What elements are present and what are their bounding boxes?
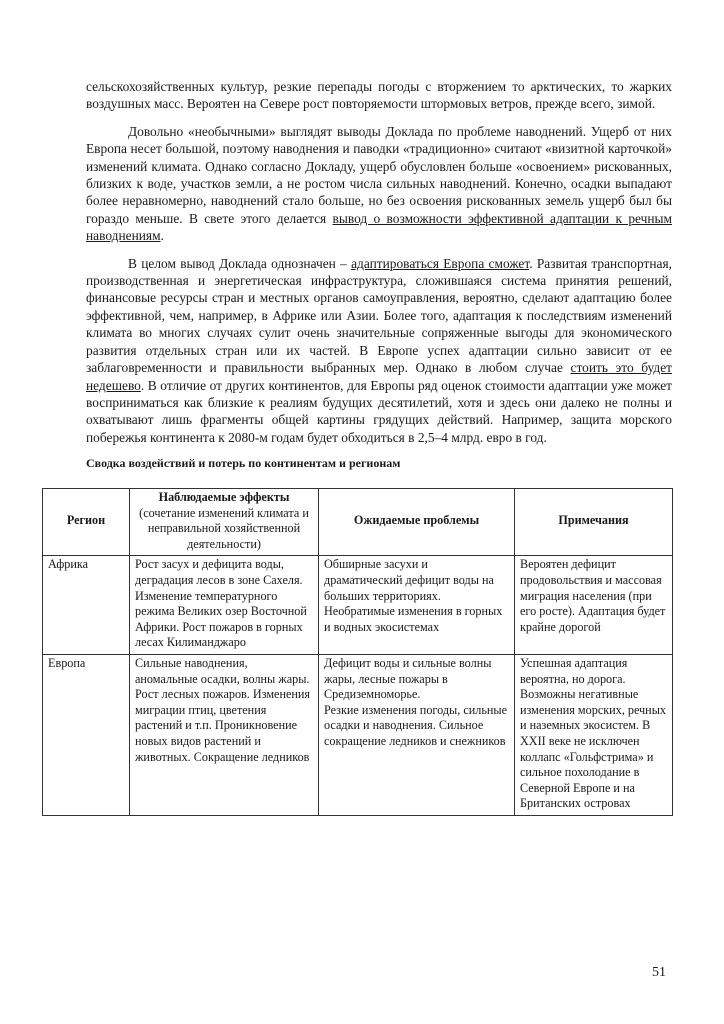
header-observed-subtitle: (сочетание изменений климата и неправильной хозяйственной деятельности) <box>139 505 309 551</box>
paragraph-2-text: Довольно «необычными» выглядят выводы Доклада по проблеме наводнений. Ущерб от них Европа несет большой, поэтому наводнения и паводки «традиционно» считают «визитной карточкой» изменений климата. Однако согласно Докладу, ущерб обусловлен больше «освоением» рискованных, близких к воде, участков земли, а не ростом числа сильных наводнений. Конечно, осадки выпадают более неравномерно, наводнений стало больше, но без освоения рискованных земель ущерб был бы гораздо меньше. В свете этого делается <box>86 123 672 226</box>
cell-expected-part-1: Дефицит воды и сильные волны жары, лесные пожары в Средиземноморье. <box>324 655 492 702</box>
cell-region: Африка <box>43 556 130 655</box>
cell-observed: Сильные наводнения, аномальные осадки, волны жары. Рост лесных пожаров. Изменения миграции птиц, цветения растений и т.п. Проникновение новых видов растений и животных. Сокращение ледников <box>130 654 319 815</box>
cell-expected <box>319 654 515 815</box>
header-observed-title: Наблюдаемые эффекты <box>158 490 290 504</box>
paragraph-3-underlined-2: стоить это будет недешево <box>86 360 673 393</box>
document-body <box>86 78 672 471</box>
table-caption: Сводка воздействий и потерь по континентам и регионам <box>86 456 401 471</box>
paragraph-3-text-a: В целом вывод Доклада однозначен – <box>128 255 352 271</box>
header-notes: Примечания <box>515 489 673 556</box>
cell-expected: Обширные засухи и драматический дефицит воды на больших территориях. Необратимые изменения в горных и водных экосистемах <box>319 556 515 655</box>
paragraph-3-underlined-1: адаптироваться Европа сможет <box>351 255 530 271</box>
cell-notes: Успешная адаптация вероятна, но дорога. Возможны негативные изменения морских, речных и наземных экосистем. В XXII веке не исключен коллапс «Гольфстрима» и сильное похолодание в Северной Европе и на Британских островах <box>515 654 673 815</box>
header-expected: Ожидаемые проблемы <box>319 489 515 556</box>
paragraph-2-end: . <box>160 228 164 244</box>
table-row <box>43 654 673 815</box>
table-header-row <box>43 489 673 556</box>
paragraph-3-text-b: . Развитая транспортная, производственная и энергетическая инфраструктура, сложившаяся система принятия решений, финансовые ресурсы стран и местных органов самоуправления, вероятно, сделают адаптацию более эффективной, чем, например, в Африке или Азии. Более того, адаптация к последствиям изменений климата во многих случаях сулит очень значительные сопряженные выгоды для экономического развития отдельных стран или их частей. В Европе успех адаптации сильно зависит от ее заблаговременности и правильности выбранных мер. Однако в любом случае <box>86 255 672 376</box>
header-observed <box>130 489 319 556</box>
table-row <box>43 556 673 655</box>
paragraph-3 <box>86 255 672 446</box>
cell-observed: Рост засух и дефицита воды, деградация лесов в зоне Сахеля. Изменение температурного режима Великих озер Восточной Африки. Рост пожаров в горных лесах Килиманджаро <box>130 556 319 655</box>
page-number: 51 <box>652 965 666 980</box>
paragraph-2-underlined: вывод о возможности эффективной адаптации к речным наводнениям <box>86 210 672 244</box>
cell-region: Европа <box>43 654 130 815</box>
cell-expected-part-2: Резкие изменения погоды, сильные осадки и наводнения. Сильное сокращение ледников и снежников <box>324 702 508 748</box>
header-region: Регион <box>43 489 130 556</box>
impacts-table <box>42 488 673 816</box>
paragraph-1: сельскохозяйственных культур, резкие перепады погоды с вторжением то арктических, то жарких воздушных масс. Вероятен на Севере рост повторяемости штормовых ветров, прежде всего, зимой. <box>86 79 672 112</box>
paragraph-3-text-c: . В отличие от других континентов, для Европы ряд оценок стоимости адаптации уже может восприниматься как близкие к реалиям будущих десятилетий, хотя и здесь они далеко не полны и охватывают лишь фрагменты общей картины грядущих действий. Например, защита морского побережья континента к 2080-м годам будет обходиться в 2,5–4 млрд. евро в год. <box>86 377 672 445</box>
paragraph-2 <box>86 123 672 245</box>
cell-notes: Вероятен дефицит продовольствия и массовая миграция населения (при его росте). Адаптация будет крайне дорогой <box>515 556 673 655</box>
